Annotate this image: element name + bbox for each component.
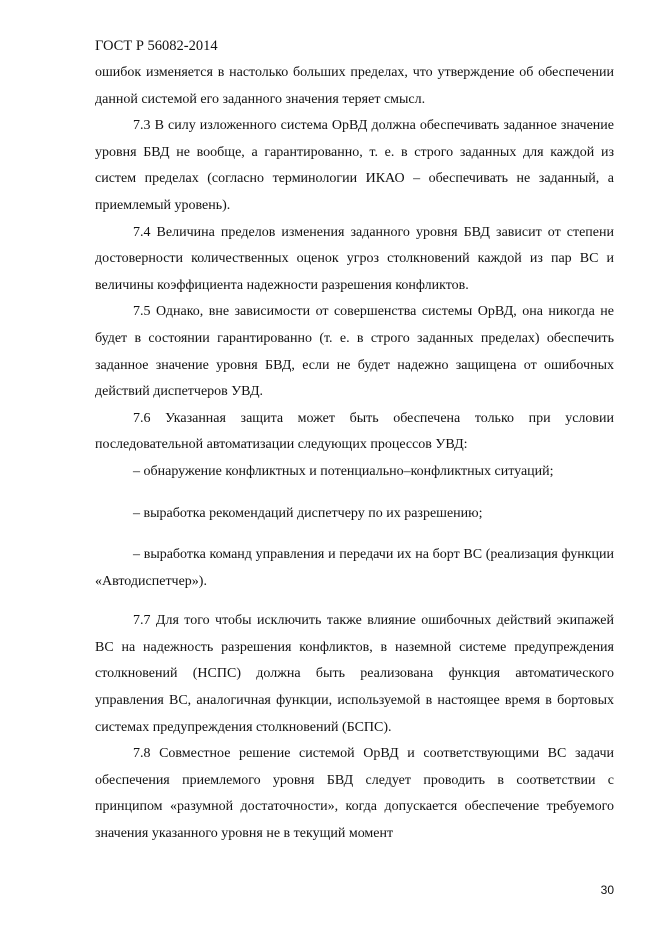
paragraph-continuation: ошибок изменяется в настолько больших пределах, что утверждение об обеспечении данной системой его заданного значения теряет смысл. — [95, 65, 614, 107]
paragraph-7-8: 7.8 Совместное решение системой ОрВД и соответствующими ВС задачи обеспечения приемлемого уровня БВД следует проводить в соответствии с принципом «разумной достаточности», когда допускается обеспечение требуемого значения указанного уровня не в текущий момент — [95, 746, 614, 842]
page-number: 30 — [600, 883, 614, 897]
document-header: ГОСТ Р 56082-2014 — [95, 38, 218, 54]
paragraph-7-3: 7.3 В силу изложенного система ОрВД должна обеспечивать заданное значение уровня БВД не вообще, а гарантированно, т. е. в строго заданных для каждой из систем пределах (согласно терминологии ИКАО – обеспечивать не заданный, а приемлемый уровень). — [95, 118, 614, 213]
paragraph-7-4: 7.4 Величина пределов изменения заданного уровня БВД зависит от степени достоверности количественных оценок угроз столкновений каждой из пар ВС и величины коэффициента надежности разрешения конфликтов. — [95, 224, 614, 293]
list-item-recommendations: – выработка рекомендаций диспетчеру по их разрешению; — [133, 505, 483, 521]
list-item-commands: – выработка команд управления и передачи их на борт ВС (реализация функции «Автодиспетчер»). — [95, 547, 614, 589]
paragraph-7-6: 7.6 Указанная защита может быть обеспечена только при условии последовательной автоматизации следующих процессов УВД: — [95, 410, 614, 453]
list-item-detection: – обнаружение конфликтных и потенциально–конфликтных ситуаций; — [133, 463, 554, 479]
paragraph-7-5: 7.5 Однако, вне зависимости от совершенства системы ОрВД, она никогда не будет в состоянии гарантированно (т. е. в строго заданных пределах) обеспечить заданное значение уровня БВД, если не будет надежно защищена от ошибочных действий диспетчеров УВД. — [95, 304, 614, 400]
body-text — [95, 60, 614, 848]
paragraph-7-7: 7.7 Для того чтобы исключить также влияние ошибочных действий экипажей ВС на надежность разрешения конфликтов, в наземной системе предупреждения столкновений (НСПС) должна быть реализована функция автоматического управления ВС, аналогичная функции, используемой в настоящее время в бортовых системах предупреждения столкновений (БСПС). — [95, 613, 614, 735]
